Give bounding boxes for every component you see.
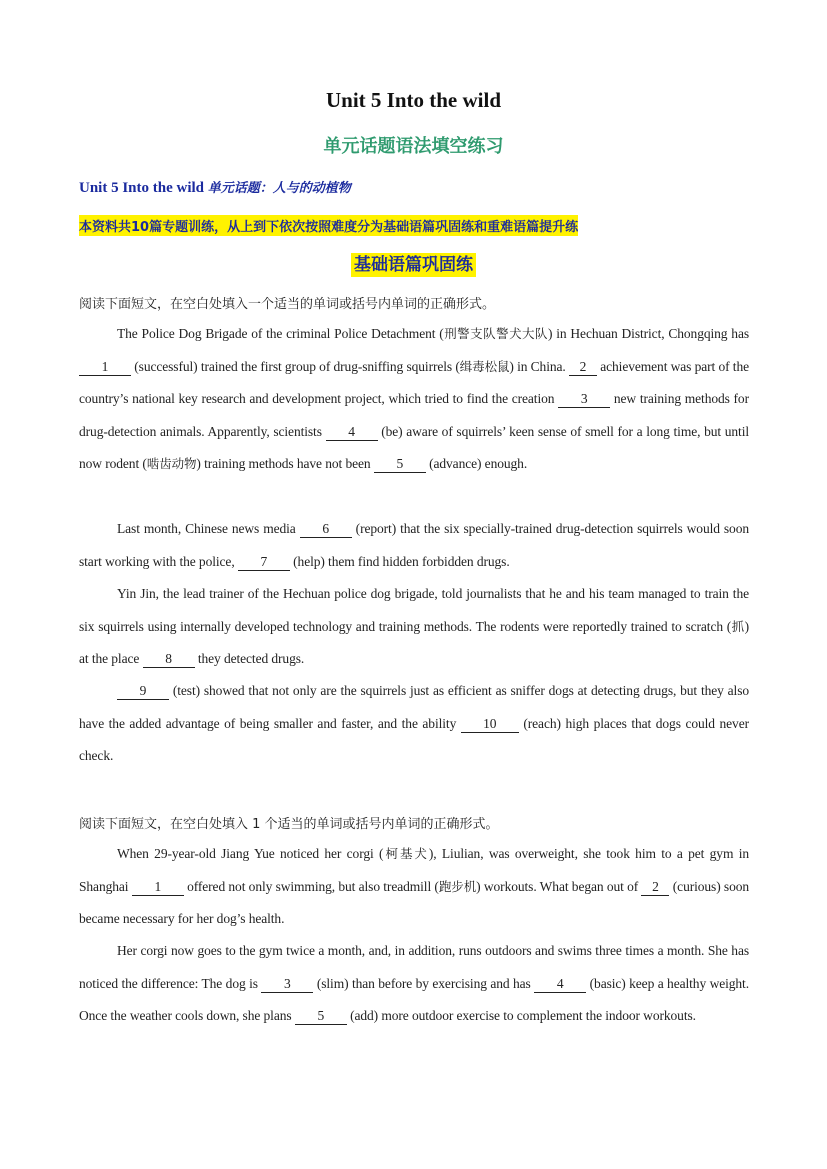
- blank-9[interactable]: 9: [117, 683, 169, 700]
- blank-8[interactable]: 8: [143, 651, 195, 668]
- page-title: Unit 5 Into the wild: [325, 88, 502, 112]
- page-subtitle: 单元话题语法填空练习: [323, 136, 504, 157]
- passage1-instruction: 阅读下面短文，在空白处填入一个适当的单词或括号内单词的正确形式。: [79, 297, 496, 312]
- passage1-paragraph-3: Yin Jin, the lead trainer of the Hechuan police dog brigade, told journalists that he and his team managed to train the six squirrels using internally developed technology and training methods. The rodents were reportedly trained to scratch (抓) at the place 8 they detected drugs.: [79, 586, 749, 667]
- passage2-instruction: 阅读下面短文，在空白处填入 1 个适当的单词或括号内单词的正确形式。: [79, 817, 499, 832]
- section-heading-label: 基础语篇巩固练: [351, 253, 476, 277]
- blank-6[interactable]: 6: [300, 521, 352, 538]
- unit-topic-en: Unit 5 Into the wild: [79, 180, 205, 196]
- unit-topic: [79, 177, 351, 197]
- passage2-paragraph-1: When 29-year-old Jiang Yue noticed her corgi (柯基犬), Liulian, was overweight, she took him to a pet gym in Shanghai 1 offered not only swimming, but also treadmill (跑步机) workouts. What began out of 2 (curious) soon became necessary for her dog’s health.: [79, 846, 750, 927]
- blank-3[interactable]: 3: [558, 391, 610, 408]
- blank-2[interactable]: 2: [569, 359, 597, 376]
- p2-blank-3[interactable]: 3: [261, 976, 313, 993]
- passage1-paragraph-4: 9 (test) showed that not only are the squirrels just as efficient as sniffer dogs at detecting drugs, but they also have the added advantage of being smaller and faster, and the ability 10 (reach) high places that dogs could never check.: [79, 683, 749, 764]
- section-heading: [0, 250, 827, 275]
- blank-10[interactable]: 10: [461, 716, 519, 733]
- passage2-paragraph-2: Her corgi now goes to the gym twice a month, and, in addition, runs outdoors and swims three times a month. She has noticed the difference: The dog is 3 (slim) than before by exercising and has 4 (basic) keep a healthy weight. Once the weather cools down, she plans 5 (add) more outdoor exercise to complement the indoor workouts.: [79, 943, 749, 1024]
- p2-blank-5[interactable]: 5: [295, 1008, 347, 1025]
- unit-topic-cn: 单元话题：人与的动植物: [207, 181, 351, 196]
- p2-blank-4[interactable]: 4: [534, 976, 586, 993]
- passage1-paragraph-1: The Police Dog Brigade of the criminal Police Detachment (刑警支队警犬大队) in Hechuan District, Chongqing has 1 (successful) trained the first group of drug-sniffing squirrels (缉毒松鼠) in China. 2 achievement was part of the country’s national key research and development project, which tried to find the creation 3 new training methods for drug-detection animals. Apparently, scientists 4 (be) aware of squirrels’ keen sense of smell for a long time, but until now rodent (啮齿动物) training methods have not been 5 (advance) enough.: [79, 326, 749, 472]
- blank-5[interactable]: 5: [374, 456, 426, 473]
- p2-blank-2[interactable]: 2: [641, 879, 669, 896]
- passage1-paragraph-2: Last month, Chinese news media 6 (report) that the six specially-trained drug-detection squirrels would soon start working with the police, 7 (help) them find hidden forbidden drugs.: [79, 521, 750, 569]
- blank-4[interactable]: 4: [326, 424, 378, 441]
- highlight-notice: 本资料共10篇专题训练，从上到下依次按照难度分为基础语篇巩固练和重难语篇提升练: [79, 215, 578, 236]
- p2-blank-1[interactable]: 1: [132, 879, 184, 896]
- blank-7[interactable]: 7: [238, 554, 290, 571]
- blank-1[interactable]: 1: [79, 359, 131, 376]
